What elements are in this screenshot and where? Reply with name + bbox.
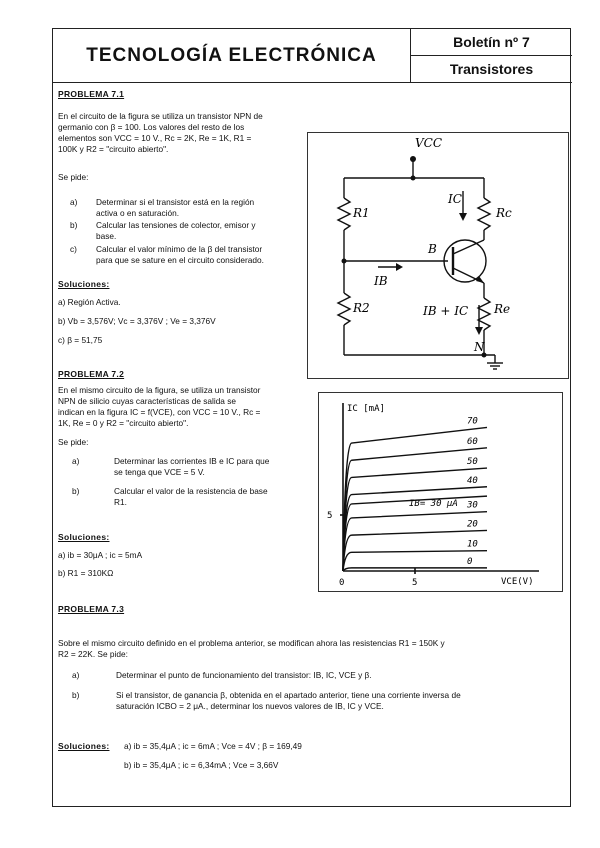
solution-line: c) β = 51,75 bbox=[58, 335, 103, 345]
curve-label: 30 bbox=[467, 500, 478, 511]
label-ib-plus-ic: IB + IC bbox=[423, 304, 469, 318]
item-label: b) bbox=[72, 486, 80, 496]
label-vcc: VCC bbox=[415, 136, 443, 150]
curve-label: 50 bbox=[467, 457, 478, 468]
solution-line: b) ib = 35,4μA ; ic = 6,34mA ; Vce = 3,66V bbox=[124, 760, 279, 770]
item-label: b) bbox=[70, 220, 78, 230]
label-r1: R1 bbox=[353, 206, 370, 220]
problem-7-1-solutions-heading: Soluciones: bbox=[58, 279, 110, 289]
item-line: base. bbox=[96, 230, 117, 241]
page-title: TECNOLOGÍA ELECTRÓNICA bbox=[53, 29, 411, 83]
curve-ib-3 bbox=[343, 468, 487, 571]
problem-7-3-item-b bbox=[72, 690, 567, 711]
intro-line: 1K, Re = 0 y R2 = "circuito abierto". bbox=[58, 418, 189, 428]
problem-7-3-item-a bbox=[72, 670, 562, 681]
item-label: a) bbox=[72, 456, 80, 466]
item-line: Calcular las tensiones de colector, emisor y bbox=[96, 220, 256, 230]
solution-line: a) ib = 30μA ; ic = 5mA bbox=[58, 550, 143, 560]
curve-label: 10 bbox=[467, 539, 478, 550]
problem-7-1-item-b bbox=[70, 220, 295, 241]
curve-label: 60 bbox=[467, 436, 478, 447]
problem-7-1-item-c bbox=[70, 244, 300, 265]
se-pide-label: Se pide: bbox=[58, 437, 89, 447]
problem-7-1-item-a bbox=[70, 197, 295, 218]
item-label: a) bbox=[70, 197, 78, 207]
problem-7-2-item-b bbox=[72, 486, 302, 507]
problem-7-3-intro bbox=[58, 638, 570, 660]
label-b: B bbox=[428, 242, 437, 256]
problem-7-1-intro bbox=[58, 111, 294, 155]
problem-7-2-item-a bbox=[72, 456, 302, 477]
item-line: activa o en saturación. bbox=[96, 207, 180, 218]
problem-7-1-heading: PROBLEMA 7.1 bbox=[58, 89, 125, 99]
intro-line: R2 = 22K. Se pide: bbox=[58, 649, 128, 659]
intro-line: Sobre el mismo circuito definido en el problema anterior, se modifican ahora las resistencias R1 = 150K y bbox=[58, 638, 445, 648]
intro-line: En el circuito de la figura se utiliza un transistor NPN de bbox=[58, 111, 263, 121]
y-tick-label: 5 bbox=[327, 511, 333, 521]
solution-line: a) ib = 35,4μA ; ic = 6mA ; Vce = 4V ; β = 169,49 bbox=[124, 741, 302, 751]
bulletin-number: Boletín nº 7 bbox=[411, 29, 572, 56]
intro-line: En el mismo circuito de la figura, se utiliza un transistor bbox=[58, 385, 261, 395]
x-tick-label: 0 bbox=[339, 578, 345, 588]
circuit-diagram bbox=[308, 133, 568, 378]
y-axis-label: IC [mA] bbox=[347, 404, 385, 414]
intro-line: NPN de silicio cuyas características de salida se bbox=[58, 396, 236, 406]
se-pide-label: Se pide: bbox=[58, 172, 89, 182]
problem-7-3-solutions-heading: Soluciones: bbox=[58, 741, 110, 751]
label-re: Re bbox=[494, 302, 511, 316]
item-line: se tenga que VCE = 5 V. bbox=[114, 466, 205, 477]
item-line: Determinar el punto de funcionamiento del transistor: IB, IC, VCE y β. bbox=[116, 670, 372, 680]
item-label: b) bbox=[72, 690, 80, 700]
item-line: Calcular el valor de la resistencia de base bbox=[114, 486, 268, 496]
x-axis-label: VCE(V) bbox=[501, 577, 534, 587]
problem-7-2-intro bbox=[58, 385, 296, 429]
circuit-figure bbox=[307, 132, 569, 379]
label-r2: R2 bbox=[353, 301, 370, 315]
solution-line: b) Vb = 3,576V; Vc = 3,376V ; Ve = 3,376V bbox=[58, 316, 216, 326]
label-ic: IC bbox=[448, 192, 462, 206]
item-line: R1. bbox=[114, 496, 127, 507]
item-line: Calcular el valor mínimo de la β del transistor bbox=[96, 244, 263, 254]
intro-line: 100K y R2 = "circuito abierto". bbox=[58, 144, 169, 154]
item-line: Determinar las corrientes IB e IC para que bbox=[114, 456, 270, 466]
item-line: saturación ICBO = 2 μA., determinar los nuevos valores de IB, IC y VCE. bbox=[116, 700, 384, 711]
curve-label: IB= 30 μA bbox=[409, 498, 458, 509]
curve-label: 40 bbox=[467, 475, 478, 486]
label-rc: Rc bbox=[496, 206, 512, 220]
problem-7-2-solutions-heading: Soluciones: bbox=[58, 532, 110, 542]
curve-label: 0 bbox=[467, 556, 473, 567]
solution-line: a) Región Activa. bbox=[58, 297, 121, 307]
item-label: a) bbox=[72, 670, 80, 680]
item-label: c) bbox=[70, 244, 77, 254]
intro-line: elementos son VCC = 10 V., Rc = 2K, Re = 1K, R1 = bbox=[58, 133, 252, 143]
solution-line: b) R1 = 310KΩ bbox=[58, 568, 114, 578]
bulletin-subject: Transistores bbox=[411, 56, 572, 83]
problem-7-3-heading: PROBLEMA 7.3 bbox=[58, 604, 125, 614]
problem-7-2-heading: PROBLEMA 7.2 bbox=[58, 369, 125, 379]
intro-line: germanio con β = 100. Los valores del resto de los bbox=[58, 122, 245, 132]
item-line: Si el transistor, de ganancia β, obtenida en el apartado anterior, tiene una corriente inversa de bbox=[116, 690, 461, 700]
curve-label: 20 bbox=[467, 519, 478, 530]
curve-ib-6 bbox=[343, 512, 487, 571]
ic-vce-chart bbox=[318, 392, 563, 592]
x-tick-label: 5 bbox=[412, 578, 418, 588]
label-n: N bbox=[474, 340, 485, 354]
item-line: Determinar si el transistor está en la región bbox=[96, 197, 255, 207]
ic-vce-plot bbox=[319, 393, 562, 591]
curve-label: 70 bbox=[467, 416, 478, 427]
intro-line: indican en la figura IC = f(VCE), con VCC = 10 V., Rc = bbox=[58, 407, 261, 417]
label-ib: IB bbox=[374, 274, 388, 288]
item-line: para que se sature en el circuito considerado. bbox=[96, 254, 264, 265]
